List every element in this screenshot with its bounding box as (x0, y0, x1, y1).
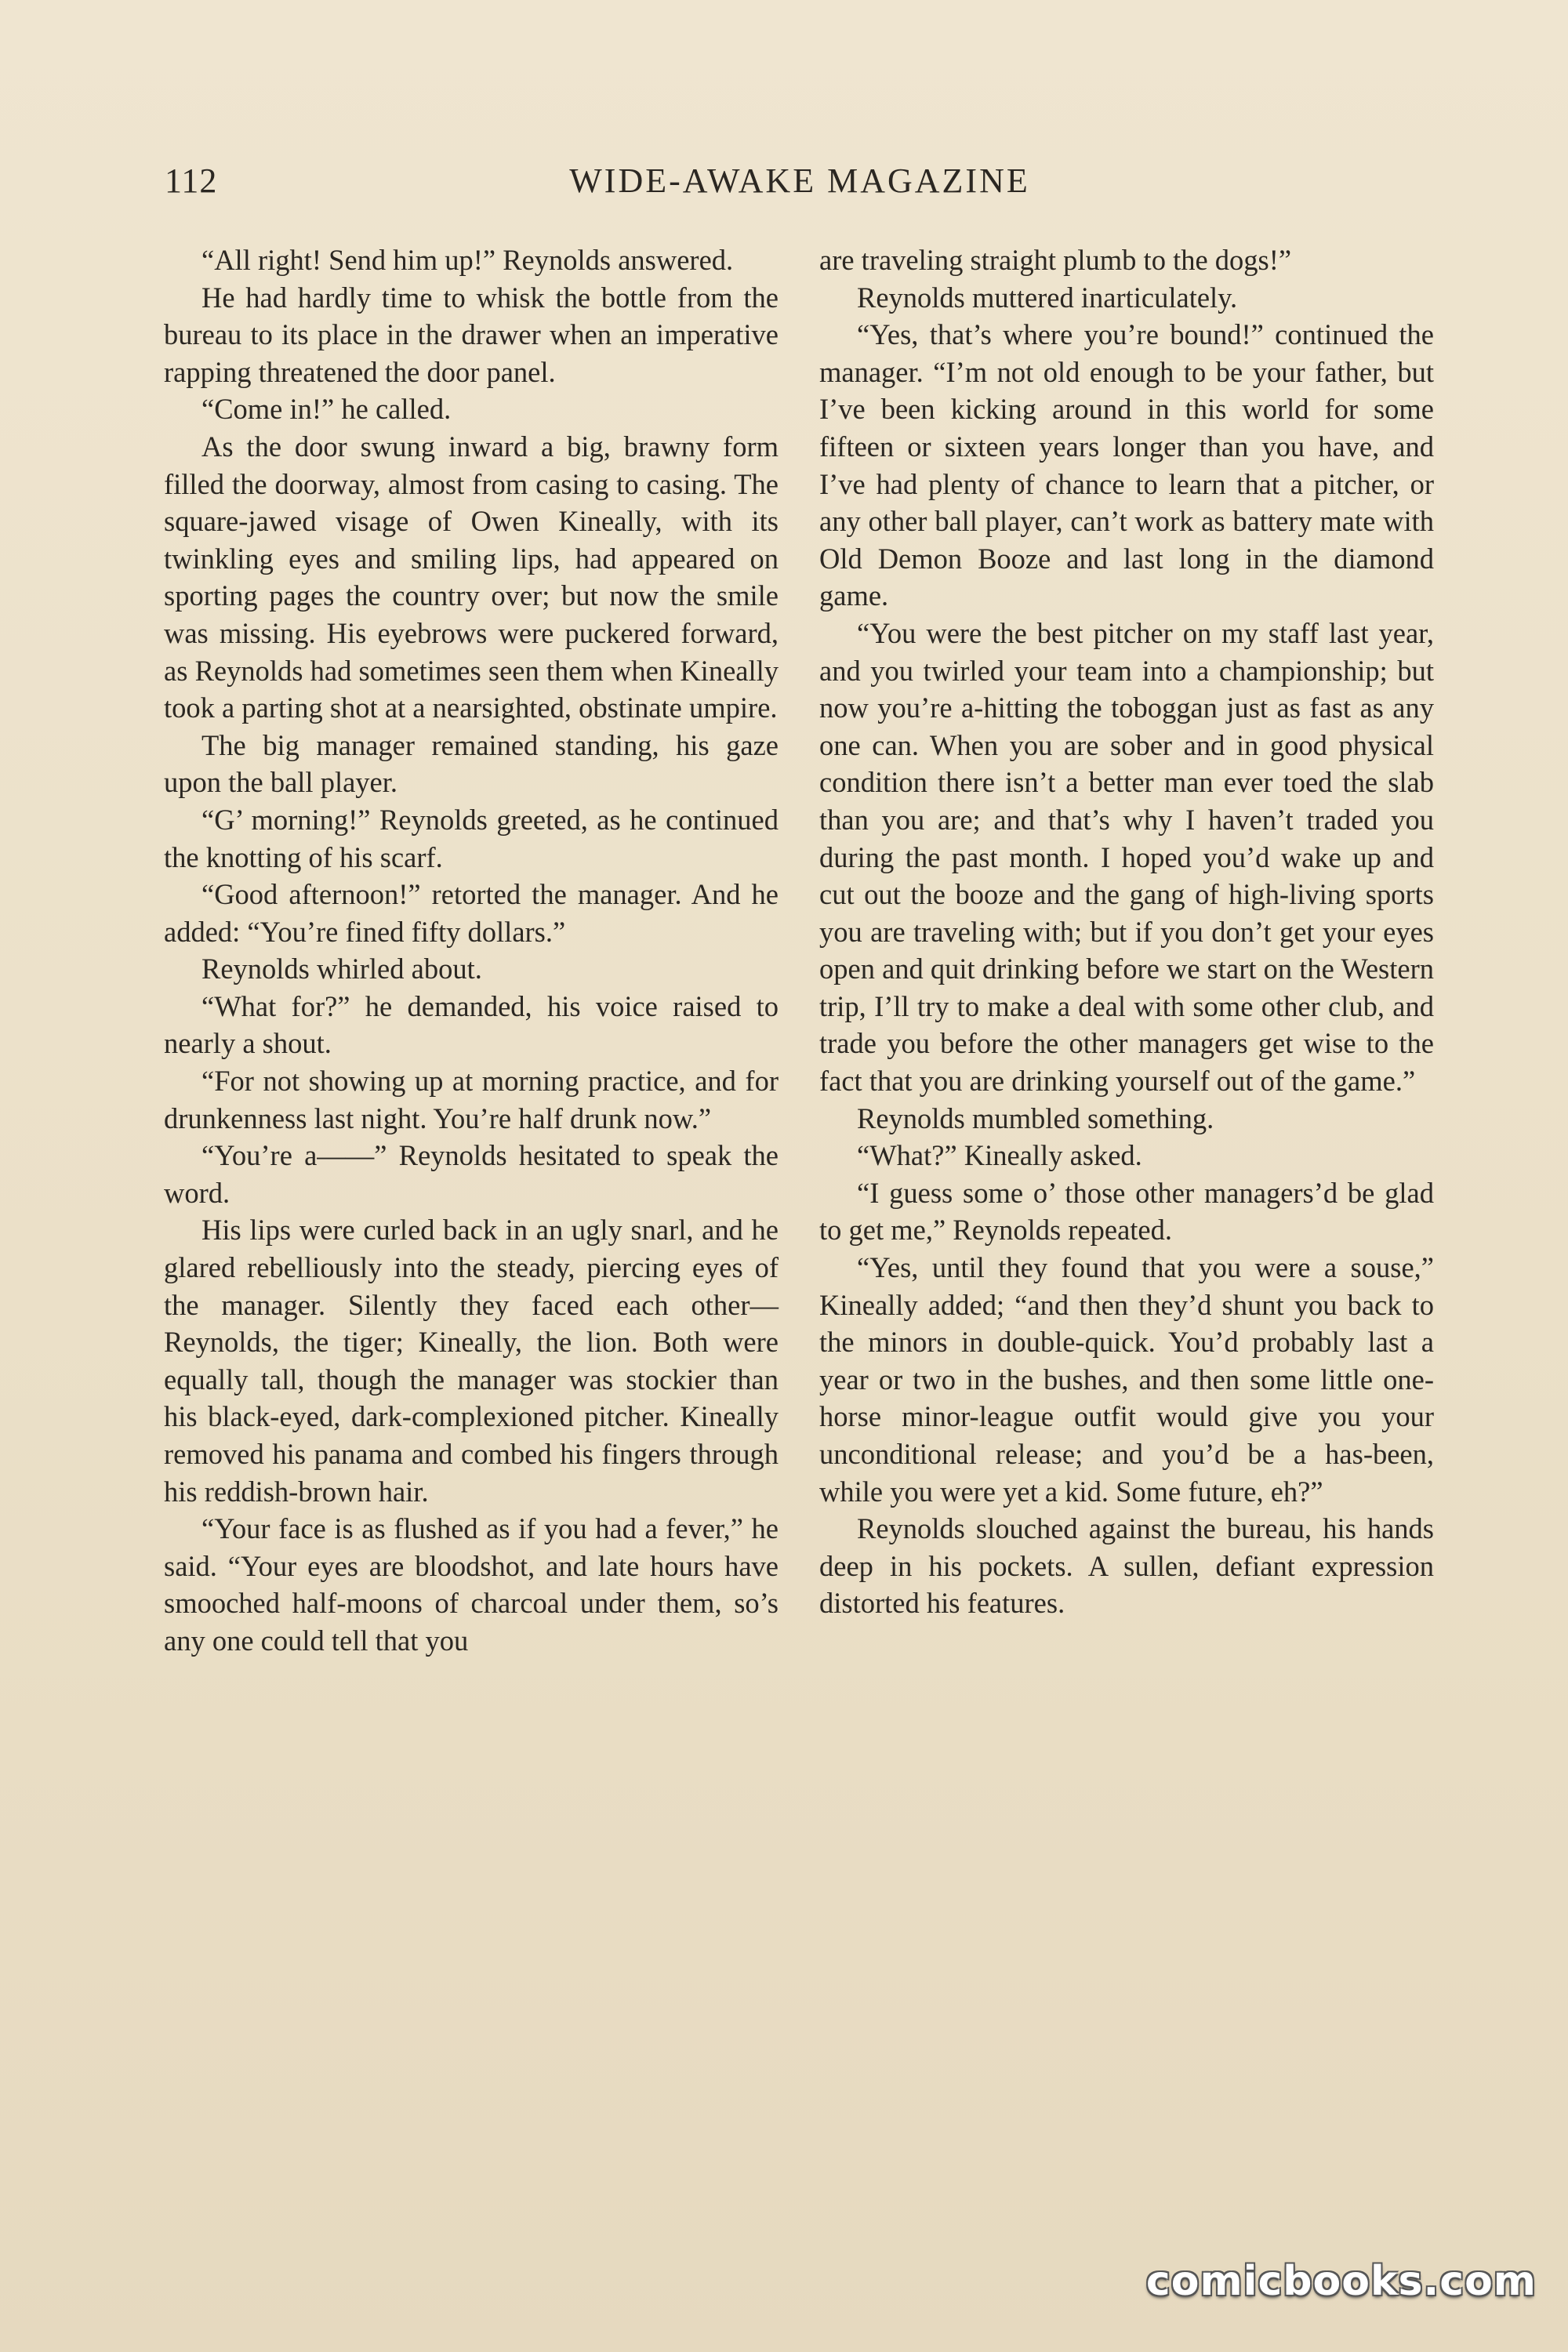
paragraph: “Good afternoon!” retorted the manager. And he added: “You’re fined fifty dollars.” (164, 878, 779, 948)
paragraph: The big manager remained standing, his gaze upon the ball player. (164, 728, 779, 799)
page-number: 112 (165, 162, 218, 200)
paragraph: “What for?” he demanded, his voice raised to nearly a shout. (164, 989, 779, 1060)
paragraph: “I guess some o’ those other managers’d be glad to get me,” Reynolds repeated. (819, 1176, 1434, 1247)
paragraph: “G’ morning!” Reynolds greeted, as he continued the knotting of his scarf. (164, 803, 779, 873)
paragraph: “Yes, until they found that you were a souse,” Kineally added; “and then they’d shunt you back to the minors in double-quick. You’d probably last a year or two in the bushes, and then some little one-horse minor-league outfit would give you your unconditional release; and you’d be a has-been, while you were yet a kid. Some future, eh?” (819, 1251, 1434, 1508)
watermark: comicbooks.com (1145, 2258, 1537, 2305)
running-title: WIDE-AWAKE MAGAZINE (569, 162, 1030, 200)
paragraph: He had hardly time to whisk the bottle from the bureau to its place in the drawer when an imperative rapping threatened the door panel. (164, 281, 779, 388)
paragraph: “You’re a——” Reynolds hesitated to speak the word. (164, 1139, 779, 1209)
right-text-column (819, 241, 1434, 1622)
paragraph: “Yes, that’s where you’re bound!” continued the manager. “I’m not old enough to be your father, but I’ve been kicking around in this world for some fifteen or sixteen years longer than you have, and I’ve had plenty of chance to learn that a pitcher, or any other ball player, can’t work as battery mate with Old Demon Booze and last long in the diamond game. (819, 318, 1434, 612)
paragraph: His lips were curled back in an ugly snarl, and he glared rebelliously into the steady, piercing eyes of the manager. Silently they faced each other—Reynolds, the tiger; Kineally, the lion. Both were equally tall, though the manager was stockier than his black-eyed, dark-complexioned pitcher. Kineally removed his panama and combed his fingers through his reddish-brown hair. (164, 1214, 779, 1508)
paragraph: Reynolds muttered inarticulately. (857, 281, 1238, 314)
paragraph: Reynolds mumbled something. (857, 1102, 1214, 1134)
paragraph: Reynolds slouched against the bureau, his hands deep in his pockets. A sullen, defiant expression distorted his features. (819, 1512, 1434, 1620)
paragraph: “All right! Send him up!” Reynolds answered. (201, 244, 734, 276)
paragraph: “What?” Kineally asked. (857, 1139, 1142, 1172)
paragraph: Reynolds whirled about. (201, 953, 482, 985)
paragraph: “Come in!” he called. (201, 393, 452, 426)
paragraph: As the door swung inward a big, brawny form filled the doorway, almost from casing to casing. The square-jawed visage of Owen Kineally, with its twinkling eyes and smiling lips, had appeared on sporting pages the country over; but now the smile was missing. His eyebrows were puckered forward, as Reynolds had sometimes seen them when Kineally took a parting shot at a nearsighted, obstinate umpire. (164, 430, 779, 724)
page-header (165, 161, 1435, 216)
left-text-column (164, 241, 779, 1660)
paragraph: “Your face is as flushed as if you had a fever,” he said. “Your eyes are bloodshot, and late hours have smooched half-moons of charcoal under them, so’s any one could tell that you (164, 1512, 779, 1657)
paragraph: “For not showing up at morning practice, and for drunkenness last night. You’re half drunk now.” (164, 1065, 779, 1134)
paragraph: “You were the best pitcher on my staff last year, and you twirled your team into a championship; but now you’re a-hitting the toboggan just as fast as any one can. When you are sober and in good physical condition there isn’t a better man ever toed the slab than you are; and that’s why I haven’t traded you during the past month. I hoped you’d wake up and cut out the booze and the gang of high-living sports you are traveling with; but if you don’t get your eyes open and quit drinking before we start on the Western trip, I’ll try to make a deal with some other club, and trade you before the other managers get wise to the fact that you are drinking yourself out of the game.” (819, 616, 1434, 1098)
paragraph-continuation: are traveling straight plumb to the dogs!” (819, 244, 1292, 276)
